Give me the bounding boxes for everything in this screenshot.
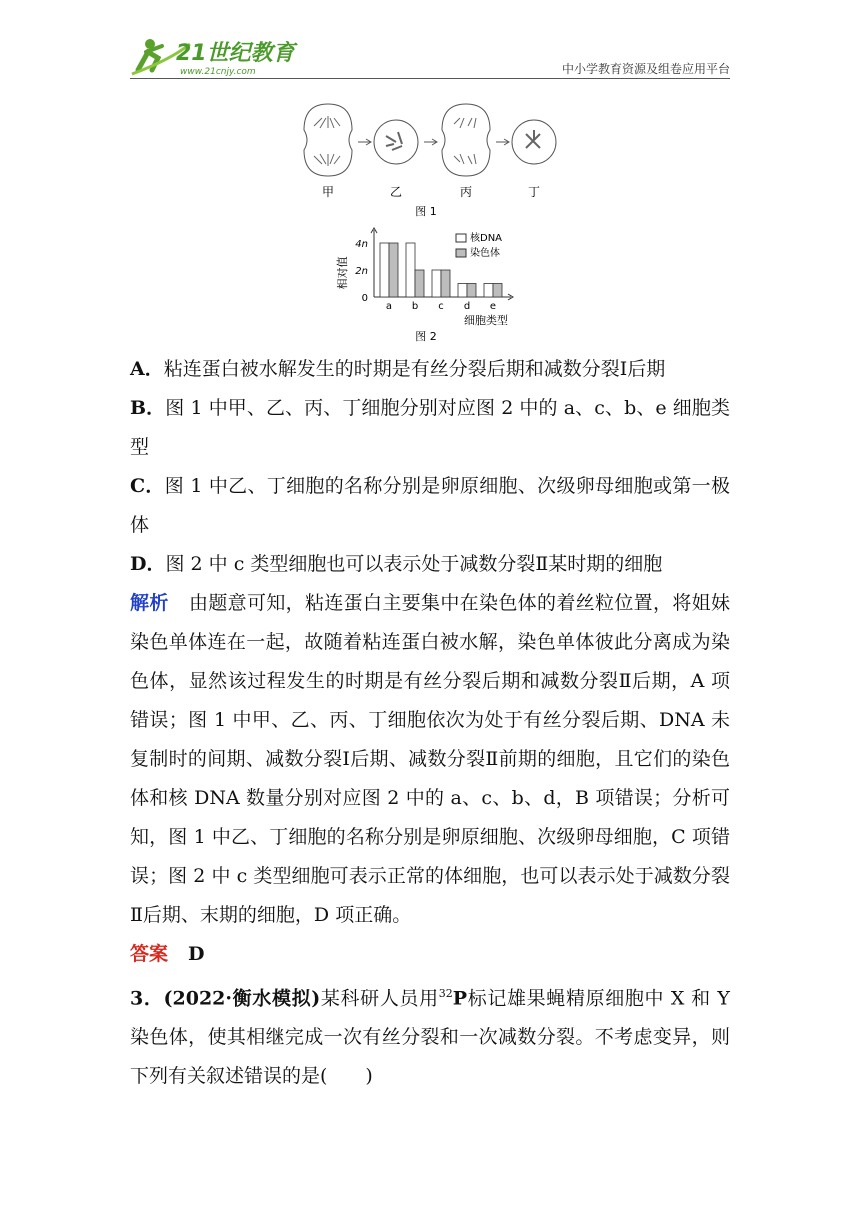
y-tick-2n: 2n	[355, 266, 368, 277]
x-tick-c: c	[438, 301, 444, 312]
answer-value: D	[188, 943, 205, 965]
y-tick-4n: 4n	[355, 239, 368, 250]
figure1-caption: 图 1	[415, 205, 437, 218]
header-divider	[130, 78, 730, 79]
bar-d-dna	[458, 284, 467, 298]
option-b: B．图 1 中甲、乙、丙、丁细胞分别对应图 2 中的 a、c、b、e 细胞类型	[130, 397, 730, 458]
cell-label-bing: 丙	[459, 185, 473, 199]
figure-area	[296, 98, 566, 348]
legend-label-chromosome: 染色体	[470, 248, 500, 259]
21cnjy-logo	[130, 30, 300, 78]
question-3: 3．(2022·衡水模拟)某科研人员用$^{32}$P标记雄果蝇精原细胞中 X 和 Y 染色体，使其相继完成一次有丝分裂和一次减数分裂。不考虑变异，则下列有关叙述错误的是( )	[130, 987, 730, 1088]
bar-b-chromosome	[415, 270, 424, 297]
bar-e-dna	[484, 284, 493, 298]
bar-c-dna	[432, 270, 441, 297]
chart-xlabel: 细胞类型	[464, 314, 508, 327]
logo-title: 21世纪教育	[176, 41, 295, 66]
answer	[130, 935, 730, 974]
cell-label-jia: 甲	[321, 185, 335, 199]
chart-ylabel: 相对值	[336, 256, 349, 290]
answer-label: 答案	[130, 943, 169, 965]
x-tick-b: b	[411, 301, 419, 312]
platform-name: 中小学教育资源及组卷应用平台	[561, 62, 730, 76]
cell-jia	[304, 104, 352, 176]
analysis-label: 解析	[130, 592, 169, 614]
bar-b-dna	[406, 243, 415, 297]
page-header	[130, 30, 730, 82]
analysis-text: 由题意可知，粘连蛋白主要集中在染色体的着丝粒位置，将姐妹染色单体连在一起，故随着粘连蛋白被水解，染色单体彼此分离成为染色体，显然该过程发生的时期是有丝分裂后期和减数分裂Ⅱ后期，A 项错误；图 1 中甲、乙、丙、丁细胞依次为处于有丝分裂后期、DNA 未复制时的间期、减数分裂Ⅰ后期、减数分裂Ⅱ前期的细胞，且它们的染色体和核 DNA 数量分别对应图 2 中的 a、c、b、d，B 项错误；分析可知，图 1 中乙、丁细胞的名称分别是卵原细胞、次级卵母细胞，C 项错误；图 2 中 c 类型细胞可表示正常的体细胞，也可以表示处于减数分裂Ⅱ后期、末期的细胞，D 项正确。	[130, 592, 730, 926]
analysis	[130, 584, 730, 935]
cell-bing	[442, 104, 490, 176]
option-d: D．图 2 中 c 类型细胞也可以表示处于减数分裂Ⅱ某时期的细胞	[130, 553, 663, 575]
option-c: C．图 1 中乙、丁细胞的名称分别是卵原细胞、次级卵母细胞或第一极体	[130, 475, 730, 536]
bar-e-chromosome	[493, 284, 502, 298]
y-tick-0: 0	[361, 293, 368, 304]
cell-ding	[512, 120, 556, 164]
cell-yi	[374, 120, 418, 164]
cell-label-yi: 乙	[389, 185, 403, 199]
x-tick-a: a	[385, 301, 393, 312]
bar-a-chromosome	[389, 243, 398, 297]
bar-a-dna	[380, 243, 389, 297]
bar-c-chromosome	[441, 270, 450, 297]
x-tick-d: d	[463, 301, 471, 312]
legend-swatch-chromosome	[456, 249, 466, 257]
logo-url: www.21cnjy.com	[180, 67, 256, 77]
legend-swatch-dna	[456, 234, 466, 242]
bar-d-chromosome	[467, 284, 476, 298]
option-a: A．粘连蛋白被水解发生的时期是有丝分裂后期和减数分裂Ⅰ后期	[130, 358, 666, 380]
bar-chart	[335, 228, 513, 327]
cell-label-ding: 丁	[527, 185, 541, 199]
figure2-caption: 图 2	[415, 330, 437, 343]
x-tick-e: e	[489, 301, 497, 312]
legend-label-dna: 核DNA	[470, 233, 503, 244]
figure-svg	[296, 98, 566, 348]
question-content	[130, 350, 730, 1096]
